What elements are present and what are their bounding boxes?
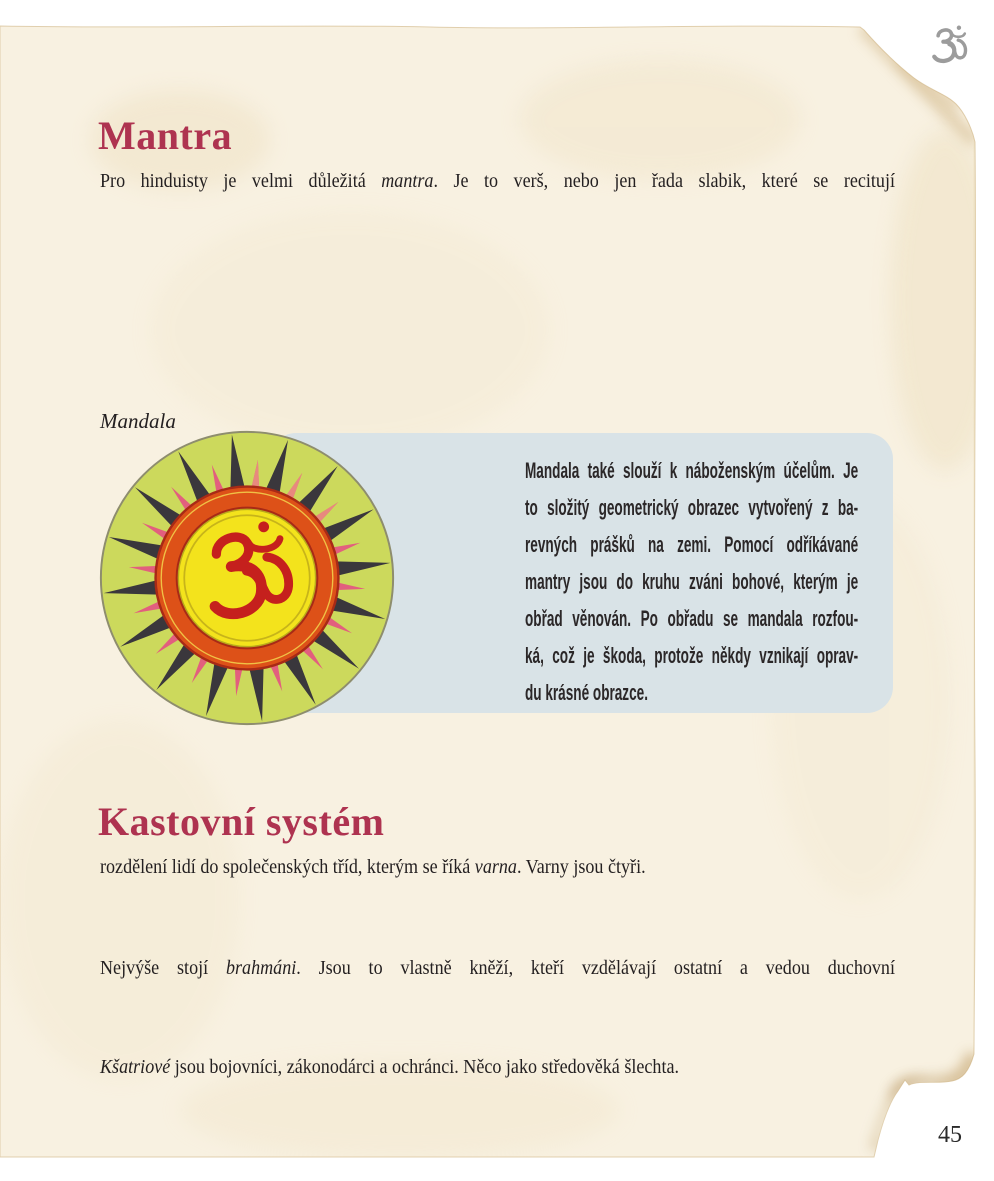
caste-paragraph-brahmani: [100, 950, 895, 987]
figure-caption-label: Mandala: [100, 409, 176, 433]
text-line: to složitý geometrický obrazec vytvořený z ba-: [525, 495, 859, 520]
mandala-illustration: [95, 426, 399, 730]
text-line: obřad věnován. Po obřadu se mandala rozfou-: [525, 606, 859, 631]
text-line: Mandala také slouží k náboženským účelům. Je: [525, 458, 859, 483]
text-line: mantry jsou do kruhu zváni bohové, kterým je: [525, 569, 859, 594]
text-line: Nejvýše stojí brahmáni. Jsou to vlastně kněží, kteří vzdělávají ostatní a vedou duchovní: [100, 957, 895, 979]
page-number: 45: [938, 1122, 962, 1148]
info-box-text: [525, 452, 858, 711]
heading-caste-system: Kastovní systém: [98, 799, 385, 844]
text-line: rozdělení lidí do společenských tříd, kterým se říká varna. Varny jsou čtyři.: [100, 856, 646, 878]
text-line: du krásné obrazce.: [525, 680, 648, 705]
text-line: Pro hinduisty je velmi důležitá mantra. Je to verš, nebo jen řada slabik, které se recitují: [100, 170, 895, 192]
text-line: revných prášků na zemi. Pomocí odříkávané: [525, 532, 859, 557]
mandala-rings: [101, 432, 393, 724]
om-bindu-dot: [957, 25, 962, 30]
caste-paragraph-varna: [100, 849, 895, 886]
caste-paragraph-ksatriove: [100, 1049, 895, 1086]
heading-mantra: Mantra: [98, 113, 233, 158]
text-line: Kšatriové jsou bojovníci, zákonodárci a ochránci. Něco jako středověká šlechta.: [100, 1056, 679, 1078]
om-icon: [927, 23, 970, 71]
mantra-paragraph: [100, 163, 895, 200]
text-line: ká, což je škoda, protože někdy vznikají oprav-: [525, 643, 859, 668]
